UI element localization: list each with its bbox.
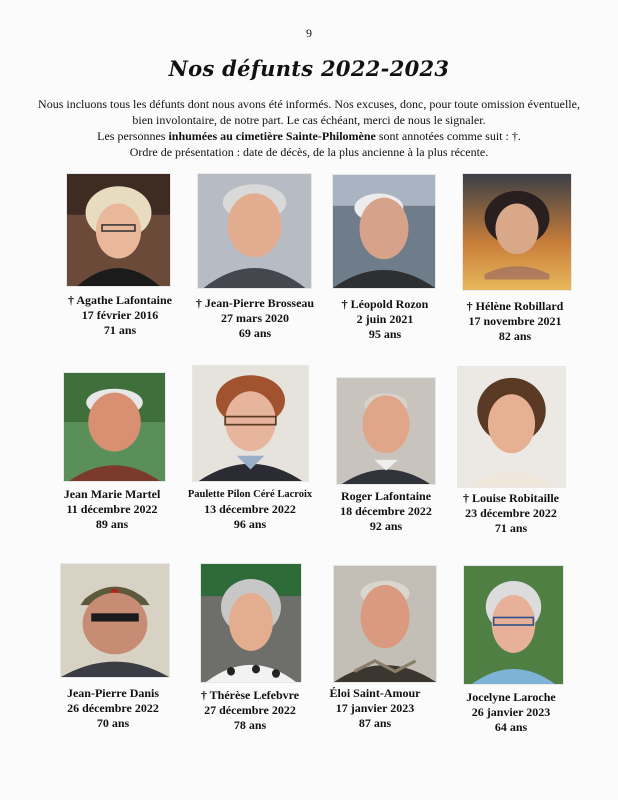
person-age: 71 ans — [494, 521, 528, 535]
death-date: 26 janvier 2023 — [471, 705, 551, 719]
death-date: 17 février 2016 — [81, 308, 159, 322]
intro-line-4: Ordre de présentation : date de décès, de la plus ancienne à la plus récente. — [129, 145, 489, 159]
person-name: Paulette Pilon Céré Lacroix — [187, 489, 313, 500]
person-age: 71 ans — [103, 323, 137, 337]
intro-line-2: bien involontaire, de notre part. Le cas échéant, merci de nous le signaler. — [132, 113, 486, 127]
death-date: 11 décembre 2022 — [66, 502, 158, 516]
portrait-photo — [201, 564, 301, 682]
person-age: 92 ans — [369, 519, 403, 533]
obituary-caption — [37, 487, 187, 532]
person-age: 78 ans — [233, 718, 267, 732]
person-age: 89 ans — [95, 517, 129, 531]
person-name: † Léopold Rozon — [341, 297, 429, 311]
portrait-photo — [464, 566, 563, 684]
death-date: 13 décembre 2022 — [204, 502, 296, 516]
person-name: † Louise Robitaille — [462, 491, 559, 505]
death-date: 17 janvier 2023 — [335, 701, 415, 715]
portrait-photo — [458, 367, 565, 487]
person-name: Jean-Pierre Danis — [66, 686, 160, 700]
portrait-photo — [193, 366, 308, 481]
obituary-caption — [310, 297, 460, 342]
page-number: 9 — [306, 26, 312, 40]
obituary-caption — [180, 296, 330, 341]
person-age: 87 ans — [358, 716, 392, 730]
death-date: 2 juin 2021 — [356, 312, 414, 326]
intro-line-3: Les personnes inhumées au cimetière Sainte-Philomène sont annotées comme suit : †. — [97, 129, 521, 143]
death-date: 17 novembre 2021 — [468, 314, 562, 328]
death-date: 26 décembre 2022 — [67, 701, 159, 715]
intro-text — [20, 96, 598, 160]
person-name: † Thérèse Lefebvre — [200, 688, 300, 702]
person-age: 69 ans — [238, 326, 272, 340]
portrait-photo — [67, 174, 170, 286]
intro-line-1: Nous incluons tous les défunts dont nous avons été informés. Nos excuses, donc, pour toute omission éventuelle, — [38, 97, 580, 111]
obituary-caption — [436, 491, 586, 536]
person-name: † Hélène Robillard — [466, 299, 564, 313]
portrait-photo — [463, 174, 571, 290]
death-date: 18 décembre 2022 — [340, 504, 432, 518]
person-name: Roger Lafontaine — [340, 489, 432, 503]
portrait-photo — [61, 564, 169, 677]
obituary-caption — [45, 293, 195, 338]
page-title: Nos défunts 2022-2023 — [168, 56, 450, 81]
person-age: 64 ans — [494, 720, 528, 734]
obituary-caption — [175, 487, 325, 532]
obituary-caption — [440, 299, 590, 344]
death-date: 27 décembre 2022 — [204, 703, 296, 717]
person-name: † Jean-Pierre Brosseau — [195, 296, 315, 310]
obituary-caption — [300, 686, 450, 731]
person-age: 95 ans — [368, 327, 402, 341]
death-date: 23 décembre 2022 — [465, 506, 557, 520]
person-age: 82 ans — [498, 329, 532, 343]
person-name: Jocelyne Laroche — [466, 690, 556, 704]
person-age: 96 ans — [233, 517, 267, 531]
obituary-caption — [38, 686, 188, 731]
portrait-photo — [198, 174, 311, 288]
death-date: 27 mars 2020 — [221, 311, 289, 325]
person-name: Jean Marie Martel — [63, 487, 161, 501]
portrait-photo — [334, 566, 436, 682]
person-age: 70 ans — [96, 716, 130, 730]
obituary-caption — [436, 690, 586, 735]
portrait-photo — [337, 378, 435, 484]
person-name: † Agathe Lafontaine — [67, 293, 172, 307]
person-name: Éloi Saint-Amour — [329, 686, 421, 700]
portrait-photo — [64, 373, 165, 481]
portrait-photo — [333, 175, 435, 288]
